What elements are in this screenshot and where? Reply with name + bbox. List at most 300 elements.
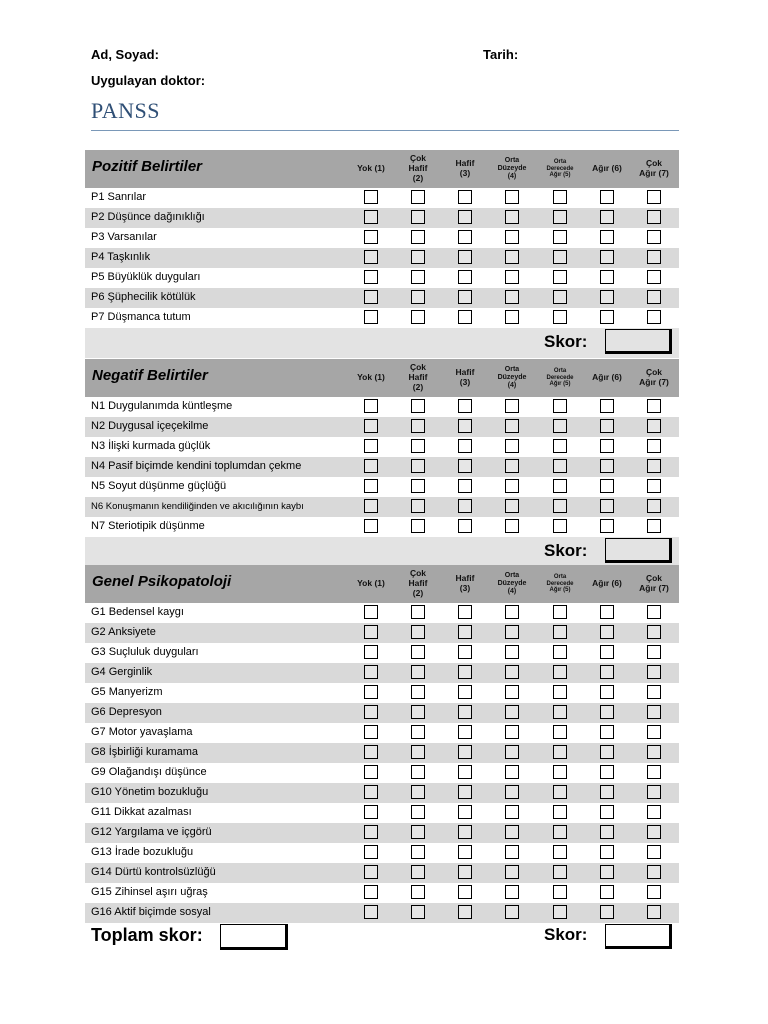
rating-checkbox[interactable] xyxy=(600,665,614,679)
rating-checkbox[interactable] xyxy=(647,685,661,699)
rating-checkbox[interactable] xyxy=(458,399,472,413)
rating-checkbox[interactable] xyxy=(411,290,425,304)
rating-checkbox[interactable] xyxy=(505,845,519,859)
rating-checkbox[interactable] xyxy=(553,745,567,759)
rating-checkbox[interactable] xyxy=(647,310,661,324)
column-header: Çok Ağır (7) xyxy=(639,367,669,387)
rating-checkbox[interactable] xyxy=(411,210,425,224)
date-label: Tarih: xyxy=(483,47,519,62)
rating-checkbox[interactable] xyxy=(600,845,614,859)
rating-checkbox[interactable] xyxy=(505,765,519,779)
rating-checkbox[interactable] xyxy=(553,805,567,819)
rating-checkbox[interactable] xyxy=(553,419,567,433)
rating-checkbox[interactable] xyxy=(364,725,378,739)
rating-checkbox[interactable] xyxy=(411,250,425,264)
score-label: Skor: xyxy=(544,541,588,560)
rating-checkbox[interactable] xyxy=(411,605,425,619)
rating-checkbox[interactable] xyxy=(364,885,378,899)
rating-checkbox[interactable] xyxy=(600,705,614,719)
rating-checkbox[interactable] xyxy=(553,250,567,264)
rating-checkbox[interactable] xyxy=(505,519,519,533)
rating-checkbox[interactable] xyxy=(553,230,567,244)
item-label: N4 Pasif biçimde kendini toplumdan çekme xyxy=(91,460,302,472)
rating-checkbox[interactable] xyxy=(553,310,567,324)
rating-checkbox[interactable] xyxy=(647,625,661,639)
rating-checkbox[interactable] xyxy=(505,439,519,453)
rating-checkbox[interactable] xyxy=(600,765,614,779)
column-header: Orta Derecede Ağır (5) xyxy=(546,573,574,594)
rating-checkbox[interactable] xyxy=(411,745,425,759)
rating-checkbox[interactable] xyxy=(647,250,661,264)
rating-checkbox[interactable] xyxy=(458,625,472,639)
rating-checkbox[interactable] xyxy=(553,270,567,284)
rating-checkbox[interactable] xyxy=(600,865,614,879)
rating-checkbox[interactable] xyxy=(458,605,472,619)
rating-checkbox[interactable] xyxy=(600,605,614,619)
rating-checkbox[interactable] xyxy=(458,190,472,204)
rating-checkbox[interactable] xyxy=(364,685,378,699)
item-row xyxy=(85,823,679,843)
rating-checkbox[interactable] xyxy=(600,230,614,244)
rating-checkbox[interactable] xyxy=(458,645,472,659)
rating-checkbox[interactable] xyxy=(505,785,519,799)
rating-checkbox[interactable] xyxy=(600,745,614,759)
item-row xyxy=(85,743,679,763)
rating-checkbox[interactable] xyxy=(505,805,519,819)
rating-checkbox[interactable] xyxy=(411,685,425,699)
rating-checkbox[interactable] xyxy=(600,419,614,433)
rating-checkbox[interactable] xyxy=(411,190,425,204)
rating-checkbox[interactable] xyxy=(505,399,519,413)
item-row xyxy=(85,308,679,328)
rating-checkbox[interactable] xyxy=(411,399,425,413)
rating-checkbox[interactable] xyxy=(600,825,614,839)
rating-checkbox[interactable] xyxy=(647,290,661,304)
rating-checkbox[interactable] xyxy=(458,250,472,264)
item-row xyxy=(85,783,679,803)
item-label: G16 Aktif biçimde sosyal xyxy=(91,906,211,918)
item-label: G7 Motor yavaşlama xyxy=(91,726,193,738)
section-2 xyxy=(85,359,679,567)
item-row xyxy=(85,188,679,208)
total-score-field[interactable] xyxy=(220,924,288,950)
rating-checkbox[interactable] xyxy=(553,905,567,919)
column-header: Yok (1) xyxy=(357,372,385,383)
form-footer xyxy=(85,924,679,954)
rating-checkbox[interactable] xyxy=(647,725,661,739)
rating-checkbox[interactable] xyxy=(458,230,472,244)
rating-checkbox[interactable] xyxy=(647,885,661,899)
rating-checkbox[interactable] xyxy=(600,519,614,533)
item-row xyxy=(85,843,679,863)
rating-checkbox[interactable] xyxy=(411,310,425,324)
rating-checkbox[interactable] xyxy=(364,270,378,284)
rating-checkbox[interactable] xyxy=(505,885,519,899)
rating-checkbox[interactable] xyxy=(647,865,661,879)
rating-checkbox[interactable] xyxy=(364,459,378,473)
item-label: G8 İşbirliği kuramama xyxy=(91,746,198,758)
column-header: Yok (1) xyxy=(357,578,385,589)
rating-checkbox[interactable] xyxy=(458,439,472,453)
rating-checkbox[interactable] xyxy=(364,745,378,759)
rating-checkbox[interactable] xyxy=(364,645,378,659)
rating-checkbox[interactable] xyxy=(505,725,519,739)
rating-checkbox[interactable] xyxy=(647,499,661,513)
rating-checkbox[interactable] xyxy=(364,665,378,679)
rating-checkbox[interactable] xyxy=(647,270,661,284)
column-header: Orta Derecede Ağır (5) xyxy=(546,158,574,179)
column-header: Ağır (6) xyxy=(592,578,622,589)
score-row xyxy=(85,328,679,358)
rating-checkbox[interactable] xyxy=(505,230,519,244)
rating-checkbox[interactable] xyxy=(553,190,567,204)
rating-checkbox[interactable] xyxy=(600,905,614,919)
item-row xyxy=(85,683,679,703)
rating-checkbox[interactable] xyxy=(647,805,661,819)
rating-checkbox[interactable] xyxy=(600,210,614,224)
rating-checkbox[interactable] xyxy=(600,479,614,493)
rating-checkbox[interactable] xyxy=(553,765,567,779)
item-label: G9 Olağandışı düşünce xyxy=(91,766,207,778)
item-label: G1 Bedensel kaygı xyxy=(91,606,184,618)
rating-checkbox[interactable] xyxy=(411,519,425,533)
rating-checkbox[interactable] xyxy=(505,645,519,659)
rating-checkbox[interactable] xyxy=(364,190,378,204)
rating-checkbox[interactable] xyxy=(458,905,472,919)
rating-checkbox[interactable] xyxy=(411,825,425,839)
item-row xyxy=(85,723,679,743)
item-label: N1 Duygulanımda küntleşme xyxy=(91,400,233,412)
item-label: N7 Steriotipik düşünme xyxy=(91,520,205,532)
rating-checkbox[interactable] xyxy=(505,745,519,759)
rating-checkbox[interactable] xyxy=(647,190,661,204)
section-header xyxy=(85,150,679,188)
rating-checkbox[interactable] xyxy=(553,845,567,859)
rating-checkbox[interactable] xyxy=(411,885,425,899)
column-header: Çok Ağır (7) xyxy=(639,158,669,178)
item-label: N5 Soyut düşünme güçlüğü xyxy=(91,480,227,492)
rating-checkbox[interactable] xyxy=(505,665,519,679)
rating-checkbox[interactable] xyxy=(600,399,614,413)
rating-checkbox[interactable] xyxy=(647,210,661,224)
rating-checkbox[interactable] xyxy=(553,645,567,659)
rating-checkbox[interactable] xyxy=(553,499,567,513)
column-header: Ağır (6) xyxy=(592,163,622,174)
rating-checkbox[interactable] xyxy=(364,519,378,533)
rating-checkbox[interactable] xyxy=(505,825,519,839)
section-3 xyxy=(85,565,679,923)
item-label: N2 Duygusal içeçekilme xyxy=(91,420,209,432)
rating-checkbox[interactable] xyxy=(505,479,519,493)
rating-checkbox[interactable] xyxy=(364,865,378,879)
rating-checkbox[interactable] xyxy=(411,270,425,284)
item-label: G4 Gerginlik xyxy=(91,666,153,678)
rating-checkbox[interactable] xyxy=(364,499,378,513)
item-row xyxy=(85,437,679,457)
rating-checkbox[interactable] xyxy=(647,439,661,453)
item-label: P7 Düşmanca tutum xyxy=(91,311,191,323)
item-label: G15 Zihinsel aşırı uğraş xyxy=(91,886,208,898)
item-label: N6 Konuşmanın kendiliğinden ve akıcılığının kaybı xyxy=(91,501,304,512)
item-row xyxy=(85,763,679,783)
rating-checkbox[interactable] xyxy=(458,310,472,324)
rating-checkbox[interactable] xyxy=(553,439,567,453)
section-title: Pozitif Belirtiler xyxy=(92,158,203,175)
section-title: Negatif Belirtiler xyxy=(92,367,208,384)
rating-checkbox[interactable] xyxy=(505,270,519,284)
rating-checkbox[interactable] xyxy=(458,290,472,304)
item-label: P6 Şüphecilik kötülük xyxy=(91,291,196,303)
rating-checkbox[interactable] xyxy=(600,499,614,513)
rating-checkbox[interactable] xyxy=(364,805,378,819)
rating-checkbox[interactable] xyxy=(364,765,378,779)
rating-checkbox[interactable] xyxy=(411,905,425,919)
rating-checkbox[interactable] xyxy=(647,665,661,679)
column-header: Yok (1) xyxy=(357,163,385,174)
item-row xyxy=(85,248,679,268)
rating-checkbox[interactable] xyxy=(553,885,567,899)
rating-checkbox[interactable] xyxy=(505,290,519,304)
rating-checkbox[interactable] xyxy=(364,419,378,433)
rating-checkbox[interactable] xyxy=(411,230,425,244)
score-label: Skor: xyxy=(544,332,588,351)
rating-checkbox[interactable] xyxy=(411,645,425,659)
item-row xyxy=(85,803,679,823)
rating-checkbox[interactable] xyxy=(553,705,567,719)
rating-checkbox[interactable] xyxy=(505,310,519,324)
rating-checkbox[interactable] xyxy=(458,705,472,719)
rating-checkbox[interactable] xyxy=(411,865,425,879)
rating-checkbox[interactable] xyxy=(458,665,472,679)
rating-checkbox[interactable] xyxy=(505,685,519,699)
rating-checkbox[interactable] xyxy=(647,645,661,659)
rating-checkbox[interactable] xyxy=(553,625,567,639)
rating-checkbox[interactable] xyxy=(458,865,472,879)
item-label: P5 Büyüklük duyguları xyxy=(91,271,201,283)
rating-checkbox[interactable] xyxy=(600,250,614,264)
rating-checkbox[interactable] xyxy=(553,479,567,493)
rating-checkbox[interactable] xyxy=(411,459,425,473)
column-header: Orta Düzeyde (4) xyxy=(497,571,527,596)
item-label: G10 Yönetim bozukluğu xyxy=(91,786,209,798)
rating-checkbox[interactable] xyxy=(411,625,425,639)
rating-checkbox[interactable] xyxy=(553,290,567,304)
rating-checkbox[interactable] xyxy=(411,665,425,679)
rating-checkbox[interactable] xyxy=(647,479,661,493)
item-row xyxy=(85,517,679,537)
rating-checkbox[interactable] xyxy=(364,825,378,839)
rating-checkbox[interactable] xyxy=(647,519,661,533)
rating-checkbox[interactable] xyxy=(364,439,378,453)
rating-checkbox[interactable] xyxy=(411,805,425,819)
rating-checkbox[interactable] xyxy=(600,459,614,473)
rating-checkbox[interactable] xyxy=(647,459,661,473)
rating-checkbox[interactable] xyxy=(600,270,614,284)
rating-checkbox[interactable] xyxy=(647,845,661,859)
rating-checkbox[interactable] xyxy=(505,419,519,433)
rating-checkbox[interactable] xyxy=(553,399,567,413)
section-header xyxy=(85,565,679,603)
rating-checkbox[interactable] xyxy=(505,705,519,719)
rating-checkbox[interactable] xyxy=(553,605,567,619)
rating-checkbox[interactable] xyxy=(553,865,567,879)
section-1 xyxy=(85,150,679,358)
item-row xyxy=(85,268,679,288)
rating-checkbox[interactable] xyxy=(647,230,661,244)
column-header: Çok Hafif (2) xyxy=(408,568,428,598)
rating-checkbox[interactable] xyxy=(364,290,378,304)
rating-checkbox[interactable] xyxy=(364,625,378,639)
item-row xyxy=(85,903,679,923)
rating-checkbox[interactable] xyxy=(458,270,472,284)
rating-checkbox[interactable] xyxy=(411,419,425,433)
rating-checkbox[interactable] xyxy=(458,745,472,759)
rating-checkbox[interactable] xyxy=(411,785,425,799)
item-label: G12 Yargılama ve içgörü xyxy=(91,826,212,838)
rating-checkbox[interactable] xyxy=(600,885,614,899)
item-row xyxy=(85,603,679,623)
rating-checkbox[interactable] xyxy=(458,805,472,819)
rating-checkbox[interactable] xyxy=(411,765,425,779)
rating-checkbox[interactable] xyxy=(553,685,567,699)
column-header: Hafif (3) xyxy=(455,158,475,178)
rating-checkbox[interactable] xyxy=(600,685,614,699)
rating-checkbox[interactable] xyxy=(553,665,567,679)
score-field[interactable] xyxy=(605,538,672,563)
rating-checkbox[interactable] xyxy=(600,625,614,639)
rating-checkbox[interactable] xyxy=(458,825,472,839)
item-label: G3 Suçluluk duyguları xyxy=(91,646,199,658)
general-score-field[interactable] xyxy=(605,924,672,949)
item-label: P2 Düşünce dağınıklığı xyxy=(91,211,205,223)
rating-checkbox[interactable] xyxy=(505,250,519,264)
score-field[interactable] xyxy=(605,329,672,354)
rating-checkbox[interactable] xyxy=(458,419,472,433)
rating-checkbox[interactable] xyxy=(411,499,425,513)
rating-checkbox[interactable] xyxy=(458,845,472,859)
rating-checkbox[interactable] xyxy=(411,725,425,739)
rating-checkbox[interactable] xyxy=(600,645,614,659)
rating-checkbox[interactable] xyxy=(458,685,472,699)
rating-checkbox[interactable] xyxy=(458,885,472,899)
rating-checkbox[interactable] xyxy=(458,785,472,799)
item-row xyxy=(85,623,679,643)
rating-checkbox[interactable] xyxy=(553,519,567,533)
rating-checkbox[interactable] xyxy=(458,499,472,513)
column-header: Çok Hafif (2) xyxy=(408,153,428,183)
item-label: G6 Depresyon xyxy=(91,706,162,718)
rating-checkbox[interactable] xyxy=(364,605,378,619)
rating-checkbox[interactable] xyxy=(553,725,567,739)
rating-checkbox[interactable] xyxy=(364,479,378,493)
rating-checkbox[interactable] xyxy=(553,210,567,224)
rating-checkbox[interactable] xyxy=(553,785,567,799)
rating-checkbox[interactable] xyxy=(364,905,378,919)
rating-checkbox[interactable] xyxy=(458,459,472,473)
rating-checkbox[interactable] xyxy=(647,825,661,839)
doctor-label: Uygulayan doktor: xyxy=(91,73,206,88)
rating-checkbox[interactable] xyxy=(553,459,567,473)
rating-checkbox[interactable] xyxy=(505,210,519,224)
rating-checkbox[interactable] xyxy=(600,439,614,453)
rating-checkbox[interactable] xyxy=(411,705,425,719)
rating-checkbox[interactable] xyxy=(458,519,472,533)
rating-checkbox[interactable] xyxy=(458,725,472,739)
rating-checkbox[interactable] xyxy=(364,785,378,799)
rating-checkbox[interactable] xyxy=(411,479,425,493)
item-label: G5 Manyerizm xyxy=(91,686,163,698)
rating-checkbox[interactable] xyxy=(647,765,661,779)
item-label: N3 İlişki kurmada güçlük xyxy=(91,440,211,452)
rating-checkbox[interactable] xyxy=(411,845,425,859)
name-label: Ad, Soyad: xyxy=(91,47,159,62)
rating-checkbox[interactable] xyxy=(364,705,378,719)
rating-checkbox[interactable] xyxy=(505,459,519,473)
rating-checkbox[interactable] xyxy=(600,805,614,819)
rating-checkbox[interactable] xyxy=(364,399,378,413)
rating-checkbox[interactable] xyxy=(364,310,378,324)
rating-checkbox[interactable] xyxy=(647,785,661,799)
rating-checkbox[interactable] xyxy=(647,705,661,719)
column-header: Orta Derecede Ağır (5) xyxy=(546,367,574,388)
rating-checkbox[interactable] xyxy=(647,905,661,919)
rating-checkbox[interactable] xyxy=(505,499,519,513)
column-header: Çok Ağır (7) xyxy=(639,573,669,593)
score-row xyxy=(85,537,679,567)
item-row xyxy=(85,228,679,248)
column-header: Çok Hafif (2) xyxy=(408,362,428,392)
rating-checkbox[interactable] xyxy=(505,905,519,919)
rating-checkbox[interactable] xyxy=(600,725,614,739)
rating-checkbox[interactable] xyxy=(647,605,661,619)
rating-checkbox[interactable] xyxy=(647,745,661,759)
rating-checkbox[interactable] xyxy=(364,230,378,244)
rating-checkbox[interactable] xyxy=(600,310,614,324)
item-label: G2 Anksiyete xyxy=(91,626,156,638)
rating-checkbox[interactable] xyxy=(505,190,519,204)
item-row xyxy=(85,643,679,663)
general-score-label: Skor: xyxy=(544,925,588,944)
item-label: G11 Dikkat azalması xyxy=(91,806,192,818)
rating-checkbox[interactable] xyxy=(600,190,614,204)
rating-checkbox[interactable] xyxy=(458,479,472,493)
rating-checkbox[interactable] xyxy=(364,845,378,859)
rating-checkbox[interactable] xyxy=(364,210,378,224)
item-row xyxy=(85,883,679,903)
total-score-label: Toplam skor: xyxy=(91,925,203,945)
rating-checkbox[interactable] xyxy=(647,399,661,413)
rating-checkbox[interactable] xyxy=(411,439,425,453)
rating-checkbox[interactable] xyxy=(647,419,661,433)
rating-checkbox[interactable] xyxy=(505,605,519,619)
rating-checkbox[interactable] xyxy=(505,625,519,639)
item-row xyxy=(85,208,679,228)
column-header: Orta Düzeyde (4) xyxy=(497,365,527,390)
rating-checkbox[interactable] xyxy=(553,825,567,839)
item-row xyxy=(85,288,679,308)
rating-checkbox[interactable] xyxy=(458,210,472,224)
item-row xyxy=(85,863,679,883)
rating-checkbox[interactable] xyxy=(600,290,614,304)
rating-checkbox[interactable] xyxy=(505,865,519,879)
rating-checkbox[interactable] xyxy=(600,785,614,799)
item-row xyxy=(85,497,679,517)
rating-checkbox[interactable] xyxy=(458,765,472,779)
item-row xyxy=(85,663,679,683)
column-header: Hafif (3) xyxy=(455,573,475,593)
rating-checkbox[interactable] xyxy=(364,250,378,264)
section-header xyxy=(85,359,679,397)
